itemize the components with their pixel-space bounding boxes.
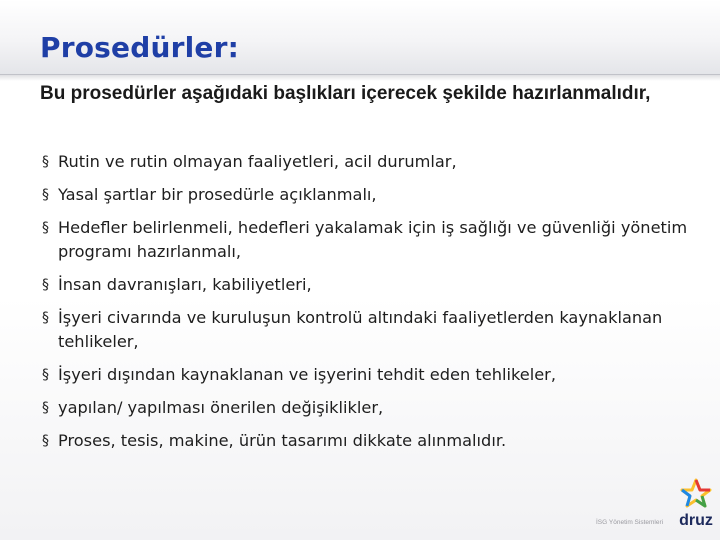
bullet-item xyxy=(42,273,692,297)
bullet-marker: § xyxy=(42,154,49,170)
bullet-marker: § xyxy=(42,367,49,383)
bullet-text: İnsan davranışları, kabiliyetleri, xyxy=(58,275,312,294)
bullet-marker: § xyxy=(42,187,49,203)
bullet-item xyxy=(42,216,692,264)
bullet-list xyxy=(42,150,692,462)
bullet-marker: § xyxy=(42,433,49,449)
bullet-text: Hedefler belirlenmeli, hedefleri yakalamak için iş sağlığı ve güvenliği yönetim programı hazırlanmalı, xyxy=(58,218,688,261)
footer-label: İSG Yönetim Sistemleri xyxy=(596,519,664,526)
bullet-item xyxy=(42,150,692,174)
slide-title: Prosedürler: xyxy=(40,31,240,64)
bullet-item xyxy=(42,429,692,453)
logo-star-icon xyxy=(672,478,720,540)
intro-text: Bu prosedürler aşağıdaki başlıkları içerecek şekilde hazırlanmalıdır, xyxy=(40,83,651,104)
bullet-item xyxy=(42,363,692,387)
bullet-marker: § xyxy=(42,400,49,416)
bullet-text: yapılan/ yapılması önerilen değişiklikler, xyxy=(58,398,384,417)
bullet-text: Proses, tesis, makine, ürün tasarımı dikkate alınmalıdır. xyxy=(58,431,507,450)
bullet-marker: § xyxy=(42,220,49,236)
bullet-text: Yasal şartlar bir prosedürle açıklanmalı, xyxy=(58,185,377,204)
bullet-text: Rutin ve rutin olmayan faaliyetleri, acil durumlar, xyxy=(58,152,457,171)
druz-logo xyxy=(672,478,720,540)
logo-wordmark: druz xyxy=(679,512,713,529)
bullet-marker: § xyxy=(42,277,49,293)
bullet-item xyxy=(42,183,692,207)
bullet-item xyxy=(42,306,692,354)
title-bar xyxy=(0,0,720,75)
bullet-text: İşyeri dışından kaynaklanan ve işyerini tehdit eden tehlikeler, xyxy=(58,365,556,384)
bullet-marker: § xyxy=(42,310,49,326)
bullet-item xyxy=(42,396,692,420)
bullet-text: İşyeri civarında ve kuruluşun kontrolü altındaki faaliyetlerden kaynaklanan tehlikeler, xyxy=(58,308,663,351)
